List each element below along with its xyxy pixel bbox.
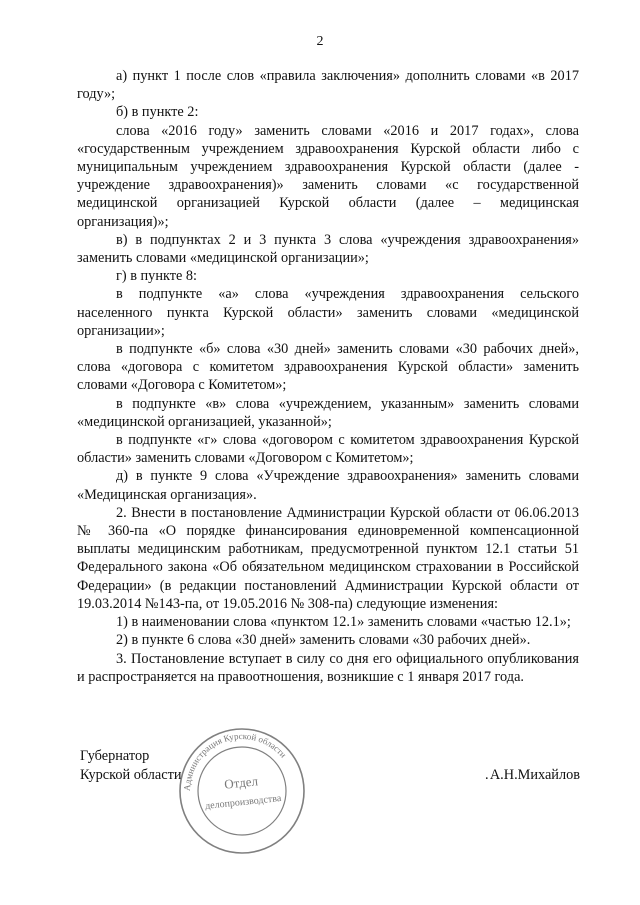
document-body bbox=[77, 67, 579, 686]
paragraph-2: 2. Внести в постановление Администрации Курской области от 06.06.2013 № 360-па «О порядке финансирования единовременной компенсационной выплаты медицинским работникам, предусмотренной пунктом 12.1 статьи 51 Федерального закона «Об обязательном медицинском страховании в Российской Федерации» (в редакции постановлений Администрации Курской области от 19.03.2014 №143-па, от 19.05.2016 № 308-па) следующие изменения: bbox=[77, 504, 579, 612]
stamp-center-line2: делопроизводства bbox=[204, 792, 282, 812]
paragraph-b: б) в пункте 2: bbox=[116, 104, 199, 121]
paragraph-3: 3. Постановление вступает в силу со дня его официального опубликования и распространяется на правоотношения, возникшие с 1 января 2017 года. bbox=[77, 650, 579, 685]
paragraph-g-g: в подпункте «г» слова «договором с комитетом здравоохранения Курской области» заменить словами «Договором с Комитетом»; bbox=[77, 432, 579, 467]
paragraph-g-v: в подпункте «в» слова «учреждением, указанным» заменить словами «медицинской организацией, указанной»; bbox=[77, 395, 579, 430]
paragraph-a: а) пункт 1 после слов «правила заключения» дополнить словами «в 2017 году»; bbox=[77, 68, 579, 103]
signatory-title-line1: Губернатор bbox=[80, 748, 150, 764]
paragraph-b-text: слова «2016 году» заменить словами «2016 и 2017 годах», слова «государственным учреждением здравоохранения Курской области либо с муниципальным учреждением здравоохранения Курской области (далее - учреждение здравоохранения)» заменить словами «с государственной медицинской организацией Курской области (далее – медицинская организация)»; bbox=[77, 122, 579, 230]
paragraph-2-1: 1) в наименовании слова «пунктом 12.1» заменить словами «частью 12.1»; bbox=[116, 614, 571, 631]
signature-block bbox=[80, 730, 580, 867]
official-stamp bbox=[176, 725, 308, 857]
signature-mark: . bbox=[485, 767, 489, 783]
signatory-title-line2: Курской области bbox=[80, 767, 182, 783]
stamp-center-line1: Отдел bbox=[223, 773, 259, 792]
stamp-ring-text: Администрация Курской области bbox=[181, 730, 289, 792]
paragraph-v: в) в подпунктах 2 и 3 пункта 3 слова «учреждения здравоохранения» заменить словами «медицинской организации»; bbox=[77, 231, 579, 267]
paragraph-2-2: 2) в пункте 6 слова «30 дней» заменить словами «30 рабочих дней». bbox=[116, 632, 531, 649]
signatory-name: А.Н.Михайлов bbox=[489, 767, 580, 783]
signatory-title bbox=[80, 747, 182, 785]
paragraph-g-b: в подпункте «б» слова «30 дней» заменить словами «30 рабочих дней», слова «договора с комитетом здравоохранения Курской области» заменить словами «Договора с Комитетом»; bbox=[77, 341, 579, 394]
page-number: 2 bbox=[316, 34, 324, 49]
paragraph-g: г) в пункте 8: bbox=[116, 268, 198, 285]
paragraph-g-a: в подпункте «а» слова «учреждения здравоохранения сельского населенного пункта Курской области» заменить словами «медицинской организации»; bbox=[77, 286, 579, 339]
paragraph-d: д) в пункте 9 слова «Учреждение здравоохранения» заменить словами «Медицинская организация». bbox=[77, 468, 579, 503]
